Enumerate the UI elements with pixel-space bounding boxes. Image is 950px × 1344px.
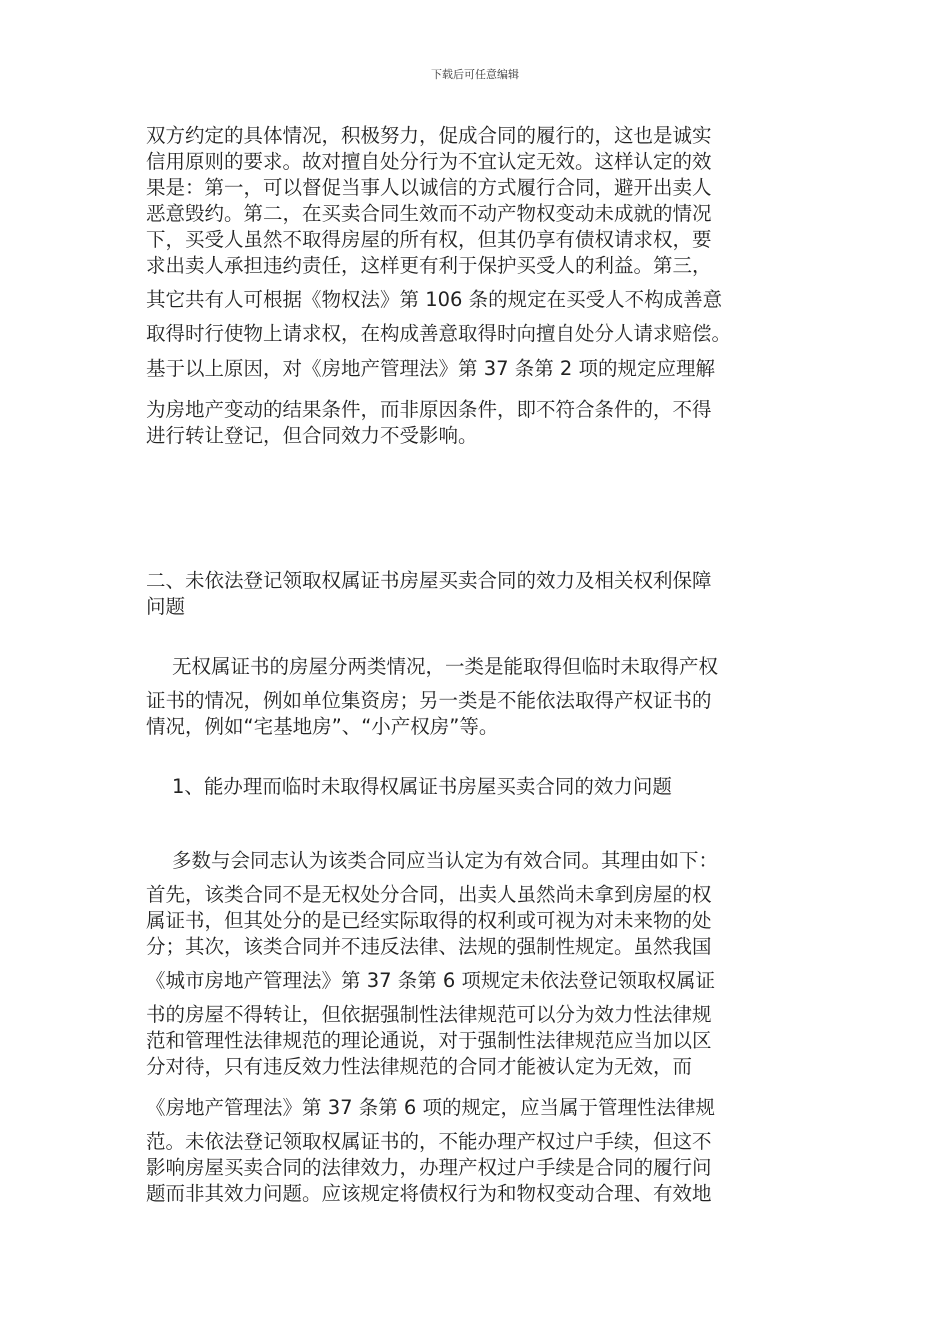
body-line: 首先，该类合同不是无权处分合同，出卖人虽然尚未拿到房屋的权 xyxy=(146,883,712,906)
body-line: 其它共有人可根据《物权法》第 106 条的规定在买受人不构成善意 xyxy=(146,288,723,311)
body-line: 为房地产变动的结果条件，而非原因条件，即不符合条件的，不得 xyxy=(146,398,712,421)
body-line: 书的房屋不得转让，但依据强制性法律规范可以分为效力性法律规 xyxy=(146,1003,712,1026)
body-line: 果是：第一，可以督促当事人以诚信的方式履行合同，避开出卖人 xyxy=(146,176,712,199)
body-line: 分；其次，该类合同并不违反法律、法规的强制性规定。虽然我国 xyxy=(146,935,712,958)
body-line: 求出卖人承担违约责任，这样更有利于保护买受人的利益。第三， xyxy=(146,254,712,277)
body-line: 情况，例如“宅基地房”、“小产权房”等。 xyxy=(146,715,499,738)
body-line: 分对待，只有违反效力性法律规范的合同才能被认定为无效，而 xyxy=(146,1055,693,1078)
body-line: 取得时行使物上请求权，在构成善意取得时向擅自处分人请求赔偿。 xyxy=(146,322,732,345)
section-heading: 二、未依法登记领取权属证书房屋买卖合同的效力及相关权利保障 xyxy=(146,569,712,592)
body-line: 证书的情况，例如单位集资房；另一类是不能依法取得产权证书的 xyxy=(146,689,712,712)
body-line: 范。未依法登记领取权属证书的，不能办理产权过户手续，但这不 xyxy=(146,1130,712,1153)
section-heading: 问题 xyxy=(146,595,186,618)
body-line: 恶意毁约。第二，在买卖合同生效而不动产物权变动未成就的情况 xyxy=(146,202,712,225)
body-line: 无权属证书的房屋分两类情况，一类是能取得但临时未取得产权 xyxy=(172,655,719,678)
page-header: 下载后可任意编辑 xyxy=(431,68,519,81)
body-line: 信用原则的要求。故对擅自处分行为不宜认定无效。这样认定的效 xyxy=(146,150,712,173)
subsection-heading: 1、能办理而临时未取得权属证书房屋买卖合同的效力问题 xyxy=(172,775,672,798)
body-line: 属证书，但其处分的是已经实际取得的权利或可视为对未来物的处 xyxy=(146,909,712,932)
body-line: 多数与会同志认为该类合同应当认定为有效合同。其理由如下： xyxy=(172,849,719,872)
body-line: 范和管理性法律规范的理论通说，对于强制性法律规范应当加以区 xyxy=(146,1029,712,1052)
body-line: 影响房屋买卖合同的法律效力，办理产权过户手续是合同的履行问 xyxy=(146,1156,712,1179)
body-line: 进行转让登记，但合同效力不受影响。 xyxy=(146,424,478,447)
body-line: 《房地产管理法》第 37 条第 6 项的规定，应当属于管理性法律规 xyxy=(146,1096,716,1119)
body-line: 基于以上原因，对《房地产管理法》第 37 条第 2 项的规定应理解 xyxy=(146,357,716,380)
body-line: 双方约定的具体情况，积极努力，促成合同的履行的，这也是诚实 xyxy=(146,124,712,147)
body-line: 《城市房地产管理法》第 37 条第 6 项规定未依法登记领取权属证 xyxy=(146,969,716,992)
body-line: 下，买受人虽然不取得房屋的所有权，但其仍享有债权请求权，要 xyxy=(146,228,712,251)
body-line: 题而非其效力问题。应该规定将债权行为和物权变动合理、有效地 xyxy=(146,1182,712,1205)
